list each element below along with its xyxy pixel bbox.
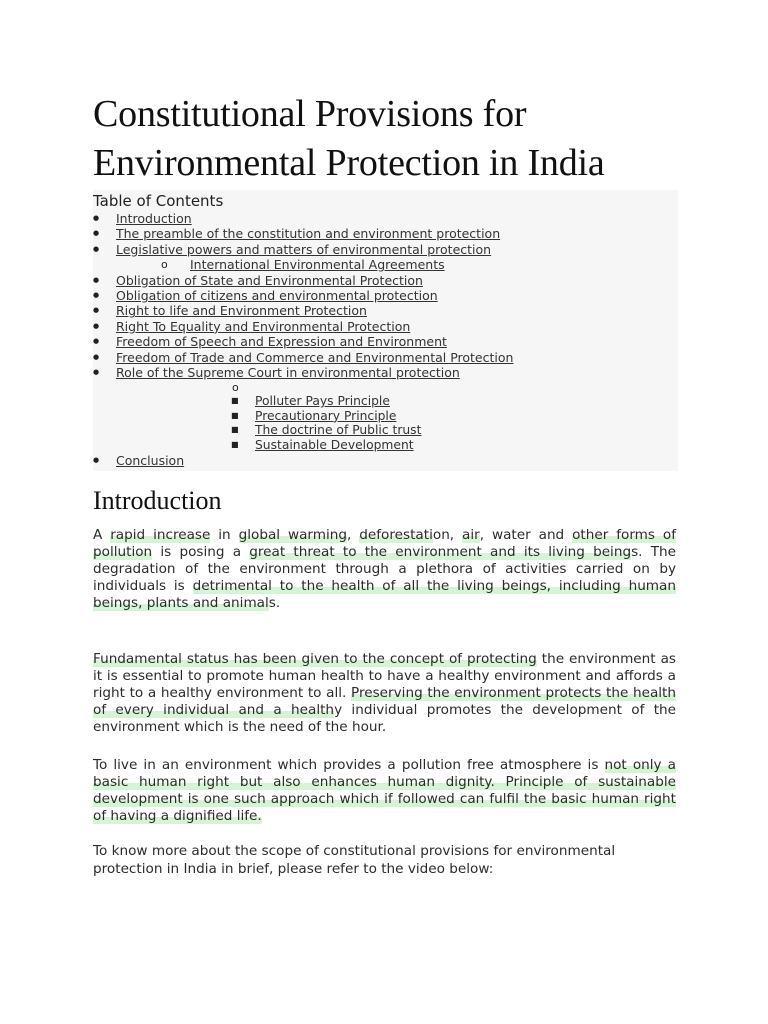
- toc-heading: Table of Contents: [93, 192, 224, 210]
- toc-link-right-to-equality[interactable]: Right To Equality and Environmental Protection: [116, 318, 411, 334]
- toc-item-precautionary: [93, 409, 678, 423]
- text-run: the environment as it is essential to promote human health to have a healthy environment and affords a right to a healthy environment to all.: [93, 650, 676, 701]
- highlighted-text: not only a basic human right but also enhances human dignity. Principle of sustainable development is one such approach which if followed can fulfil the basic human right of having a dignified life.: [93, 756, 676, 825]
- toc-link-freedom-speech[interactable]: Freedom of Speech and Expression and Environment: [116, 334, 447, 350]
- text-run: on,: [432, 526, 463, 543]
- toc-item-right-to-life: [93, 303, 678, 318]
- toc-link-introduction[interactable]: Introduction: [116, 211, 192, 226]
- toc-item-freedom-trade: [93, 350, 678, 365]
- intro-paragraph-1: [93, 527, 676, 613]
- toc-link-polluter-pays[interactable]: Polluter Pays Principle: [255, 394, 390, 409]
- text-run: To live in an environment which provides a pollution free atmosphere is: [93, 756, 605, 773]
- toc-item-preamble: [93, 226, 678, 241]
- highlighted-text: Preserving the environment protects the health of every individual and a health: [93, 684, 676, 719]
- text-run: ,: [347, 526, 360, 543]
- highlighted-text: other forms of pollution: [93, 526, 676, 560]
- toc-item-introduction: [93, 211, 678, 226]
- toc-link-international-agreements[interactable]: International Environmental Agreements: [190, 257, 445, 273]
- highlighted-text: Fundamental status has been given to the concept of protecting: [93, 650, 537, 667]
- toc-item-polluter-pays: [93, 394, 678, 408]
- text-run: y individual promotes the development of the environment which is the need: [93, 702, 677, 736]
- highlighted-text: air: [462, 526, 480, 543]
- toc-link-legislative-powers[interactable]: Legislative powers and matters of environmental protection: [116, 241, 492, 257]
- text-run: s.: [268, 595, 281, 612]
- toc-item-legislative-powers: [93, 242, 678, 257]
- document-page: [93, 90, 676, 878]
- toc-link-supreme-court[interactable]: Role of the Supreme Court in environmental protection: [116, 365, 460, 381]
- toc-item-right-to-equality: [93, 319, 678, 334]
- page-title: Constitutional Provisions for Environmental Protection in India: [93, 93, 605, 184]
- toc-item-conclusion: [93, 453, 678, 468]
- highlighted-text: great threat to the environment and its living being: [249, 543, 632, 560]
- highlighted-text: rapid increase: [110, 526, 211, 543]
- section-heading-introduction: Introduction: [93, 485, 222, 515]
- toc-item-sustainable-development: [93, 438, 678, 452]
- text-run: is posing a: [152, 543, 250, 560]
- toc-item-public-trust: [93, 423, 678, 437]
- toc-link-obligation-state[interactable]: Obligation of State and Environmental Protection: [116, 272, 423, 288]
- toc-item-empty-sublevel: [93, 380, 678, 394]
- toc-link-freedom-trade[interactable]: Freedom of Trade and Commerce and Environmental Protection: [116, 349, 514, 365]
- highlighted-text: detrimental to the health of all the living beings, including human beings, plants and animal: [93, 578, 676, 612]
- intro-paragraph-4: To know more about the scope of constitutional provisions for environmental protection in India in brief, please refer to the video below:: [93, 843, 616, 877]
- text-run: , water and: [479, 526, 573, 543]
- toc-item-freedom-speech: [93, 334, 678, 349]
- text-run: s. The degradation of the environment through a plethora of activities carried on by individuals is: [93, 543, 676, 595]
- text-run: in: [210, 526, 239, 543]
- intro-paragraph-3: [93, 757, 676, 826]
- highlighted-text: deforestati: [359, 526, 433, 543]
- toc-link-preamble[interactable]: The preamble of the constitution and environment protection: [116, 226, 501, 242]
- toc-item-supreme-court: [93, 365, 678, 380]
- toc-link-public-trust[interactable]: The doctrine of Public trust: [255, 423, 422, 438]
- toc-link-sustainable-development[interactable]: Sustainable Development: [255, 437, 414, 452]
- toc-link-precautionary[interactable]: Precautionary Principle: [255, 408, 397, 423]
- text-run: A: [93, 526, 111, 543]
- toc-item-obligation-state: [93, 273, 678, 288]
- toc-link-conclusion[interactable]: Conclusion: [116, 453, 185, 469]
- toc-link-obligation-citizens[interactable]: Obligation of citizens and environmental protection: [116, 288, 438, 304]
- highlighted-text: global warming: [238, 526, 348, 543]
- toc-link-right-to-life[interactable]: Right to life and Environment Protection: [116, 303, 367, 319]
- toc-item-international-agreements: [93, 257, 678, 272]
- text-run: of the hour.: [303, 719, 387, 736]
- intro-paragraph-2: [93, 651, 676, 737]
- toc-item-obligation-citizens: [93, 288, 678, 303]
- table-of-contents: [93, 190, 678, 471]
